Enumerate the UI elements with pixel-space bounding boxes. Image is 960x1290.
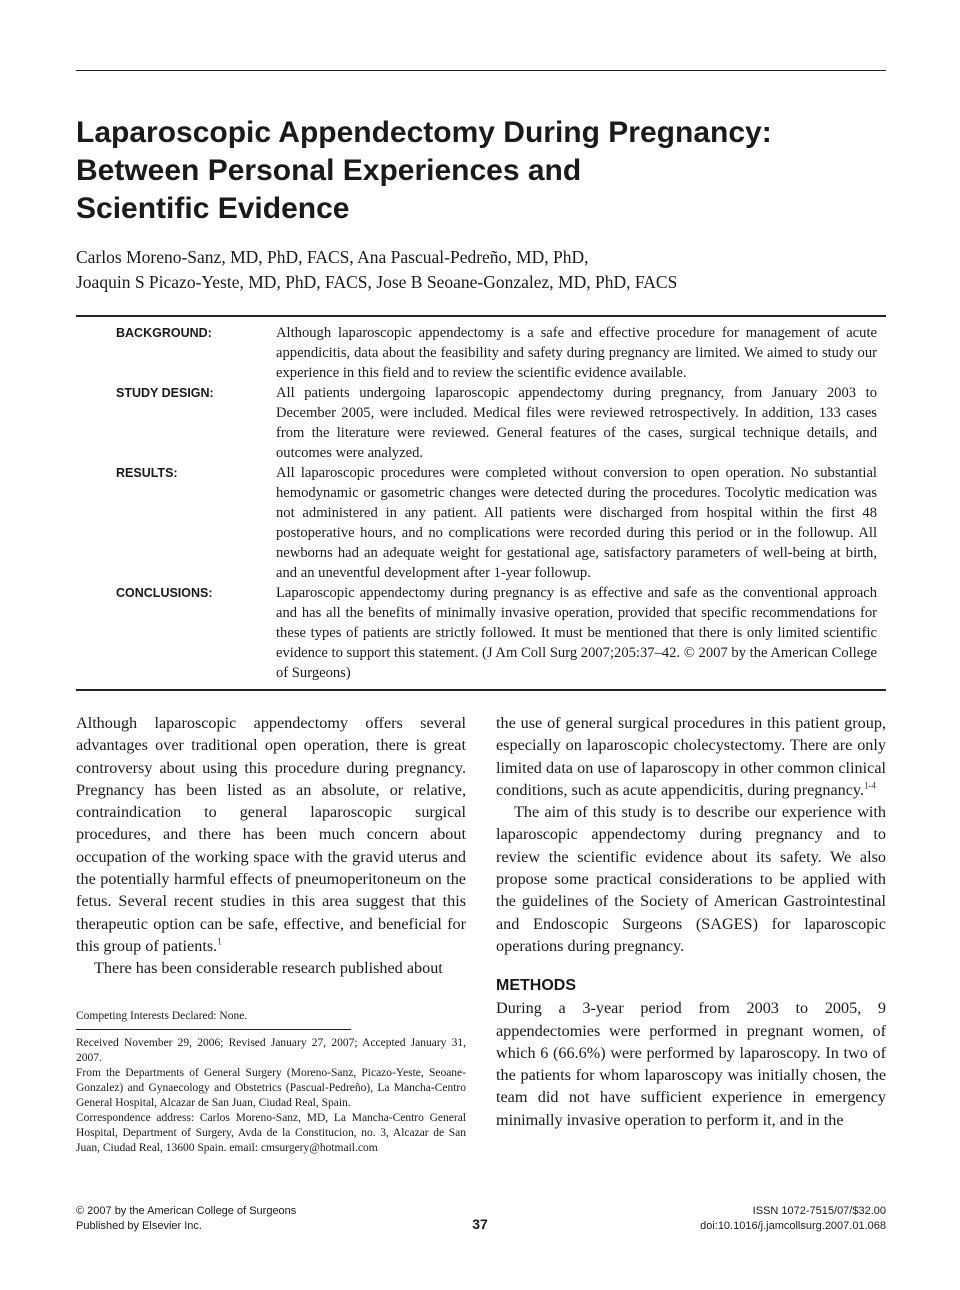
author-line: Carlos Moreno-Sanz, MD, PhD, FACS, Ana Pascual-Pedreño, MD, PhD,: [76, 247, 589, 267]
abstract-box: [76, 315, 886, 691]
footer-doi: doi:10.1016/j.jamcollsurg.2007.01.068: [700, 1220, 886, 1232]
paragraph-text: the use of general surgical procedures in this patient group, especially on laparoscopic cholecystectomy. There are only limited data on use of laparoscopy in other common clinical conditions, such as acute appendicitis, during pregnancy.: [496, 714, 886, 799]
abstract-label: RESULTS:: [116, 466, 178, 480]
footnote-rule: [76, 1029, 351, 1030]
page-number: 37: [472, 1216, 488, 1232]
body-column-left: [76, 712, 466, 980]
abstract-text: All laparoscopic procedures were completed without conversion to open operation. No substantial hemodynamic or gasometric changes were detected during the procedures. Tocolytic medication was not administered in any patient. All patients were discharged from hospital within the first 48 postoperative hours, and no complications were recorded during this period or in the followup. All newborns had an adequate weight for gestational age, satisfactory parameters of well-being at birth, and an uneventful development after 1-year followup.: [276, 465, 877, 581]
body-paragraph: [496, 712, 886, 801]
footer-publisher: Published by Elsevier Inc.: [76, 1220, 202, 1232]
body-paragraph: The aim of this study is to describe our experience with laparoscopic appendectomy during pregnancy and to review the scientific evidence about its safety. We also propose some practical considerations to be applied with the guidelines of the Society of American Gastrointestinal and Endoscopic Surgeons (SAGES) for laparoscopic operations during pregnancy.: [496, 803, 886, 955]
affiliations: From the Departments of General Surgery (Moreno-Sanz, Picazo-Yeste, Seoane-Gonzalez) and Gynaecology and Obstetrics (Pascual-Pedreño), La Mancha-Centro General Hospital, Alcazar de San Juan, Ciudad Real, Spain.: [76, 1067, 466, 1109]
abstract-label: CONCLUSIONS:: [116, 586, 213, 600]
footer-issn: ISSN 1072-7515/07/$32.00: [752, 1205, 886, 1217]
title-line: Between Personal Experiences and: [76, 154, 582, 187]
abstract-label: BACKGROUND:: [116, 326, 212, 340]
paragraph-text: Although laparoscopic appendectomy offers several advantages over traditional open operation, there is great controversy about using this procedure during pregnancy. Pregnancy has been listed as an absolute, or relative, contraindication to general laparoscopic surgical procedures, and there has been much concern about occupation of the working space with the gravid uterus and the potentially harmful effects of pneumoperitoneum on the fetus. Several recent studies in this area suggest that this therapeutic option can be safe, effective, and beneficial for this group of patients.: [76, 714, 466, 955]
abstract-text: All patients undergoing laparoscopic appendectomy during pregnancy, from January 2003 to December 2005, were included. Medical files were reviewed retrospectively. In addition, 133 cases from the literature were reviewed. General features of the cases, surgical technique details, and outcomes were analyzed.: [276, 385, 877, 461]
received-dates: Received November 29, 2006; Revised January 27, 2007; Accepted January 31, 2007.: [76, 1037, 466, 1064]
abstract-text: Laparoscopic appendectomy during pregnancy is as effective and safe as the conventional approach and has all the benefits of minimally invasive operation, provided that specific recommendations for these types of patients are strictly followed. It must be mentioned that there is only limited scientific evidence to support this statement. (J Am Coll Surg 2007;205:37–42. © 2007 by the American College of Surgeons): [276, 585, 877, 681]
body-paragraph: There has been considerable research published about: [94, 959, 443, 978]
abstract-text: Although laparoscopic appendectomy is a safe and effective procedure for management of acute appendicitis, data about the feasibility and safety during pregnancy are limited. We aimed to study our experience in this field and to review the scientific evidence available.: [276, 325, 877, 381]
abstract-study-design: [76, 383, 886, 463]
article-footnotes: [76, 1036, 466, 1156]
body-paragraph: During a 3-year period from 2003 to 2005, 9 appendectomies were performed in pregnant women, of which 6 (66.6%) were performed by laparoscopy. In two of the patients for whom laparoscopy was initially chosen, the team did not have sufficient experience in emergency minimally invasive operation to perform it, and in the: [496, 999, 886, 1129]
abstract-results: [76, 463, 886, 583]
author-list: [76, 245, 886, 295]
section-heading-methods: METHODS: [496, 977, 576, 995]
footer-copyright: © 2007 by the American College of Surgeons: [76, 1205, 297, 1217]
body-paragraph: [76, 712, 466, 957]
title-line: Laparoscopic Appendectomy During Pregnancy:: [76, 116, 772, 149]
author-line: Joaquin S Picazo-Yeste, MD, PhD, FACS, Jose B Seoane-Gonzalez, MD, PhD, FACS: [76, 272, 678, 292]
abstract-label: STUDY DESIGN:: [116, 386, 214, 400]
article-title: [76, 114, 886, 228]
competing-interests: Competing Interests Declared: None.: [76, 1010, 248, 1022]
abstract-conclusions: [76, 583, 886, 683]
title-line: Scientific Evidence: [76, 192, 350, 225]
abstract-background: [76, 323, 886, 383]
reference-citation: 1-4: [864, 780, 877, 791]
footer-right: [700, 1204, 886, 1234]
top-rule: [76, 70, 886, 71]
correspondence-address: Correspondence address: Carlos Moreno-Sanz, MD, La Mancha-Centro General Hospital, Department of Surgery, Avda de la Constitucion, no. 3, Alcazar de San Juan, Ciudad Real, 13600 Spain. email: cmsurgery@hotmail.com: [76, 1112, 466, 1154]
reference-citation: 1: [217, 936, 222, 947]
body-column-right: [496, 712, 886, 1131]
